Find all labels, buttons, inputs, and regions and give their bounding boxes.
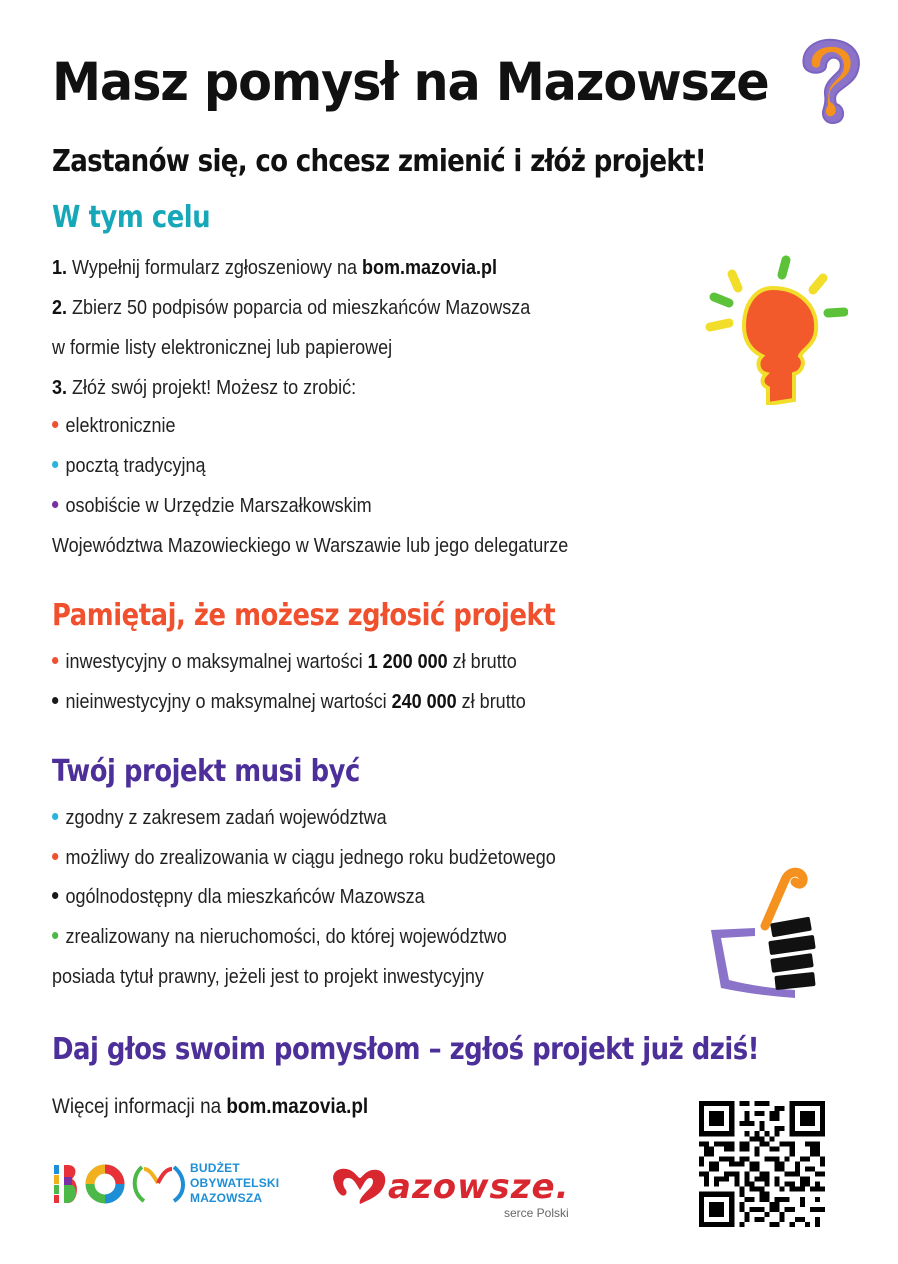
- bullet-dot-icon: [52, 421, 58, 428]
- requirement-text: ogólnodostępny dla mieszkańców Mazowsza: [65, 886, 425, 908]
- bom-line: OBYWATELSKI: [190, 1176, 280, 1190]
- submit-option: [52, 494, 372, 518]
- step-text: Wypełnij formularz zgłoszeniowy na: [72, 257, 362, 279]
- option-text: elektronicznie: [65, 415, 176, 437]
- bullet-dot-icon: [52, 461, 58, 468]
- bom-line: BUDŻET: [190, 1161, 240, 1175]
- limit-item: [52, 690, 526, 714]
- bullet-dot-icon: [52, 853, 58, 860]
- step-1: [52, 256, 497, 280]
- step-number: 2.: [52, 297, 68, 319]
- more-info-link[interactable]: bom.mazovia.pl: [226, 1095, 369, 1118]
- section-heading-steps: W tym celu: [52, 200, 211, 235]
- bullet-dot-icon: [52, 813, 58, 820]
- section-heading-requirements: Twój projekt musi być: [52, 754, 360, 789]
- requirement-text: możliwy do zrealizowania w ciągu jednego roku budżetowego: [65, 847, 556, 869]
- call-to-action: Daj głos swoim pomysłom – zgłoś projekt już dziś!: [52, 1032, 760, 1067]
- question-mark-icon: [792, 36, 868, 126]
- step-3: [52, 376, 356, 400]
- option-text: pocztą tradycyjną: [65, 455, 206, 477]
- section-heading-limits: Pamiętaj, że możesz zgłosić projekt: [52, 598, 556, 633]
- option-text: osobiście w Urzędzie Marszałkowskim: [65, 495, 372, 517]
- submit-option: [52, 414, 176, 438]
- step-number: 1.: [52, 257, 68, 279]
- more-info-text: Więcej informacji na: [52, 1095, 227, 1118]
- step-2: [52, 296, 530, 320]
- bom-line: MAZOWSZA: [190, 1191, 263, 1205]
- step-2-continuation: w formie listy elektronicznej lub papierowej: [52, 337, 393, 359]
- limit-text: nieinwestycyjny o maksymalnej wartości: [65, 691, 392, 713]
- svg-text:azowsze.: azowsze.: [388, 1167, 570, 1206]
- bom-logo-icon: [54, 1163, 186, 1205]
- bullet-dot-icon: [52, 932, 58, 939]
- bullet-dot-icon: [52, 892, 58, 899]
- bullet-dot-icon: [52, 501, 58, 508]
- submit-option: [52, 454, 206, 478]
- page-title: Masz pomysł na Mazowsze: [52, 52, 769, 113]
- requirement-text: zrealizowany na nieruchomości, do której województwo: [65, 926, 507, 948]
- bullet-dot-icon: [52, 657, 58, 664]
- limit-currency: zł brutto: [447, 651, 517, 673]
- requirement-continuation: posiada tytuł prawny, jeżeli jest to projekt inwestycyjny: [52, 966, 484, 988]
- requirement-text: zgodny z zakresem zadań województwa: [65, 807, 387, 829]
- requirement-item: [52, 846, 556, 870]
- requirement-item: [52, 885, 425, 909]
- limit-text: inwestycyjny o maksymalnej wartości: [65, 651, 368, 673]
- limit-amount: 240 000: [391, 691, 457, 713]
- limit-item: [52, 650, 517, 674]
- page-subtitle: Zastanów się, co chcesz zmienić i złóż projekt!: [52, 144, 706, 179]
- mazowsze-tagline: serce Polski: [504, 1206, 569, 1220]
- step-number: 3.: [52, 377, 68, 399]
- thumbs-up-icon: [705, 860, 830, 1000]
- requirement-item: [52, 925, 507, 949]
- option-continuation: Województwa Mazowieckiego w Warszawie lub jego delegaturze: [52, 535, 569, 557]
- qr-code-icon[interactable]: [699, 1101, 825, 1227]
- mazowsze-logo-icon: [330, 1164, 595, 1206]
- step-text: Złóż swój projekt! Możesz to zrobić:: [72, 377, 357, 399]
- limit-amount: 1 200 000: [367, 651, 448, 673]
- lightbulb-icon: [698, 250, 848, 405]
- requirement-item: [52, 806, 387, 830]
- bom-logo-text: [190, 1161, 279, 1206]
- website-link[interactable]: bom.mazovia.pl: [361, 257, 498, 279]
- bullet-dot-icon: [52, 697, 58, 704]
- step-text: Zbierz 50 podpisów poparcia od mieszkańców Mazowsza: [72, 297, 531, 319]
- limit-currency: zł brutto: [456, 691, 526, 713]
- more-info: [52, 1095, 368, 1119]
